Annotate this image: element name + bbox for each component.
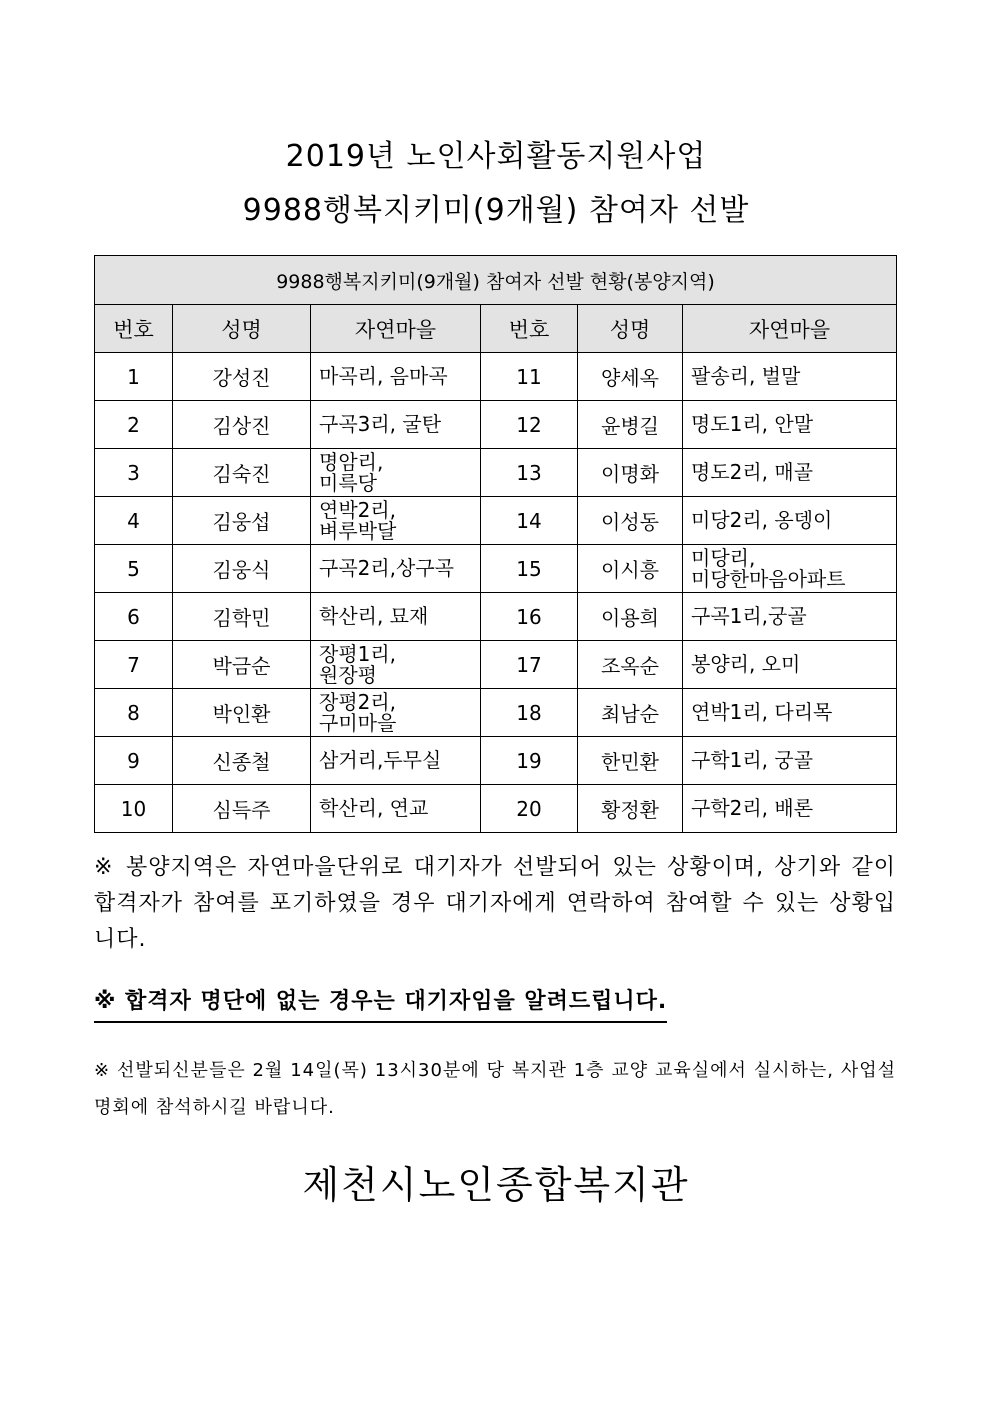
cell-village (311, 689, 481, 737)
cell-name: 이시흥 (578, 545, 683, 593)
cell-name: 이용희 (578, 593, 683, 641)
cell-name: 이성동 (578, 497, 683, 545)
village-line: 명암리, (319, 449, 384, 474)
cell-name: 한민환 (578, 737, 683, 785)
cell-number: 18 (481, 689, 578, 737)
cell-village (683, 353, 897, 401)
cell-village (683, 737, 897, 785)
village-line: 삼거리,두무실 (319, 748, 442, 772)
cell-name: 박인환 (173, 689, 311, 737)
cell-village (683, 689, 897, 737)
cell-name: 황정환 (578, 785, 683, 833)
title-line-2: 9988행복지키미(9개월) 참여자 선발 (242, 193, 750, 228)
cell-number: 12 (481, 401, 578, 449)
cell-village (311, 641, 481, 689)
table-row (95, 497, 897, 545)
cell-name: 박금순 (173, 641, 311, 689)
cell-number: 20 (481, 785, 578, 833)
cell-village (683, 785, 897, 833)
cell-name: 양세옥 (578, 353, 683, 401)
cell-village (683, 593, 897, 641)
briefing-session-note: ※ 선발되신분들은 2월 14일(목) 13시30분에 당 복지관 1층 교양 교육실에서 실시하는, 사업설명회에 참석하시길 바랍니다. (94, 1060, 896, 1118)
table-row (95, 785, 897, 833)
cell-number: 17 (481, 641, 578, 689)
cell-number: 11 (481, 353, 578, 401)
village-line: 학산리, 연교 (319, 796, 429, 820)
cell-name: 김학민 (173, 593, 311, 641)
participant-table (94, 255, 897, 833)
cell-number: 2 (95, 401, 173, 449)
cell-village (683, 449, 897, 497)
cell-number: 16 (481, 593, 578, 641)
cell-village (311, 785, 481, 833)
village-line: 연박2리, (319, 497, 397, 522)
waitlist-note: ※ 봉양지역은 자연마을단위로 대기자가 선발되어 있는 상황이며, 상기와 같이 합격자가 참여를 포기하였을 경우 대기자에게 연락하여 참여할 수 있는 상황입니다. (94, 855, 896, 952)
cell-village (311, 593, 481, 641)
table-row (95, 545, 897, 593)
village-line: 구곡1리,궁골 (691, 604, 807, 628)
cell-number: 8 (95, 689, 173, 737)
cell-village (311, 497, 481, 545)
village-line: 장평2리, (319, 689, 397, 714)
header-number-left: 번호 (95, 305, 173, 353)
table-header-row (95, 305, 897, 353)
cell-number: 3 (95, 449, 173, 497)
cell-number: 10 (95, 785, 173, 833)
cell-name: 강성진 (173, 353, 311, 401)
waitlist-notice-bold: ※ 합격자 명단에 없는 경우는 대기자임을 알려드립니다. (94, 985, 667, 1023)
table-row (95, 353, 897, 401)
cell-village (311, 401, 481, 449)
cell-number: 9 (95, 737, 173, 785)
cell-number: 13 (481, 449, 578, 497)
cell-number: 1 (95, 353, 173, 401)
cell-village (311, 353, 481, 401)
cell-name: 김상진 (173, 401, 311, 449)
cell-name: 조옥순 (578, 641, 683, 689)
cell-number: 6 (95, 593, 173, 641)
cell-name: 이명화 (578, 449, 683, 497)
village-line: 학산리, 묘재 (319, 604, 429, 628)
table-row (95, 689, 897, 737)
header-village-left: 자연마을 (311, 305, 481, 353)
cell-village (311, 737, 481, 785)
header-name-right: 성명 (578, 305, 683, 353)
village-line: 마곡리, 음마곡 (319, 364, 448, 388)
village-line: 명도1리, 안말 (691, 412, 814, 436)
cell-name: 심득주 (173, 785, 311, 833)
village-line: 원장평 (319, 662, 377, 687)
village-line: 구곡3리, 굴탄 (319, 412, 442, 436)
village-line: 벼루박달 (319, 518, 397, 543)
cell-number: 14 (481, 497, 578, 545)
cell-name: 김웅식 (173, 545, 311, 593)
table-row (95, 737, 897, 785)
cell-village (683, 497, 897, 545)
village-line: 미당리, (691, 545, 756, 570)
title-line-1: 2019년 노인사회활동지원사업 (285, 139, 707, 174)
village-line: 장평1리, (319, 641, 397, 666)
cell-number: 4 (95, 497, 173, 545)
cell-number: 19 (481, 737, 578, 785)
village-line: 구미마을 (319, 710, 397, 735)
cell-number: 5 (95, 545, 173, 593)
village-line: 미륵당 (319, 470, 377, 495)
cell-name: 김숙진 (173, 449, 311, 497)
village-line: 연박1리, 다리목 (691, 700, 833, 724)
table-row (95, 401, 897, 449)
village-line: 명도2리, 매골 (691, 460, 814, 484)
village-line: 팔송리, 벌말 (691, 364, 801, 388)
cell-name: 김웅섭 (173, 497, 311, 545)
cell-village (683, 401, 897, 449)
cell-village (683, 641, 897, 689)
village-line: 구학1리, 궁골 (691, 748, 814, 772)
cell-number: 7 (95, 641, 173, 689)
cell-village (311, 545, 481, 593)
header-village-right: 자연마을 (683, 305, 897, 353)
table-row (95, 641, 897, 689)
header-name-left: 성명 (173, 305, 311, 353)
table-caption-row (95, 256, 897, 305)
cell-number: 15 (481, 545, 578, 593)
cell-name: 신종철 (173, 737, 311, 785)
cell-village (683, 545, 897, 593)
cell-village (311, 449, 481, 497)
village-line: 구학2리, 배론 (691, 796, 814, 820)
village-line: 미당한마음아파트 (691, 566, 846, 591)
cell-name: 최남순 (578, 689, 683, 737)
table-row (95, 449, 897, 497)
header-number-right: 번호 (481, 305, 578, 353)
table-caption: 9988행복지키미(9개월) 참여자 선발 현황(봉양지역) (95, 256, 897, 305)
village-line: 미당2리, 옹뎅이 (691, 508, 833, 532)
table-row (95, 593, 897, 641)
village-line: 구곡2리,상구곡 (319, 556, 455, 580)
cell-name: 윤병길 (578, 401, 683, 449)
village-line: 봉양리, 오미 (691, 652, 801, 676)
organization-name: 제천시노인종합복지관 (302, 1163, 690, 1207)
